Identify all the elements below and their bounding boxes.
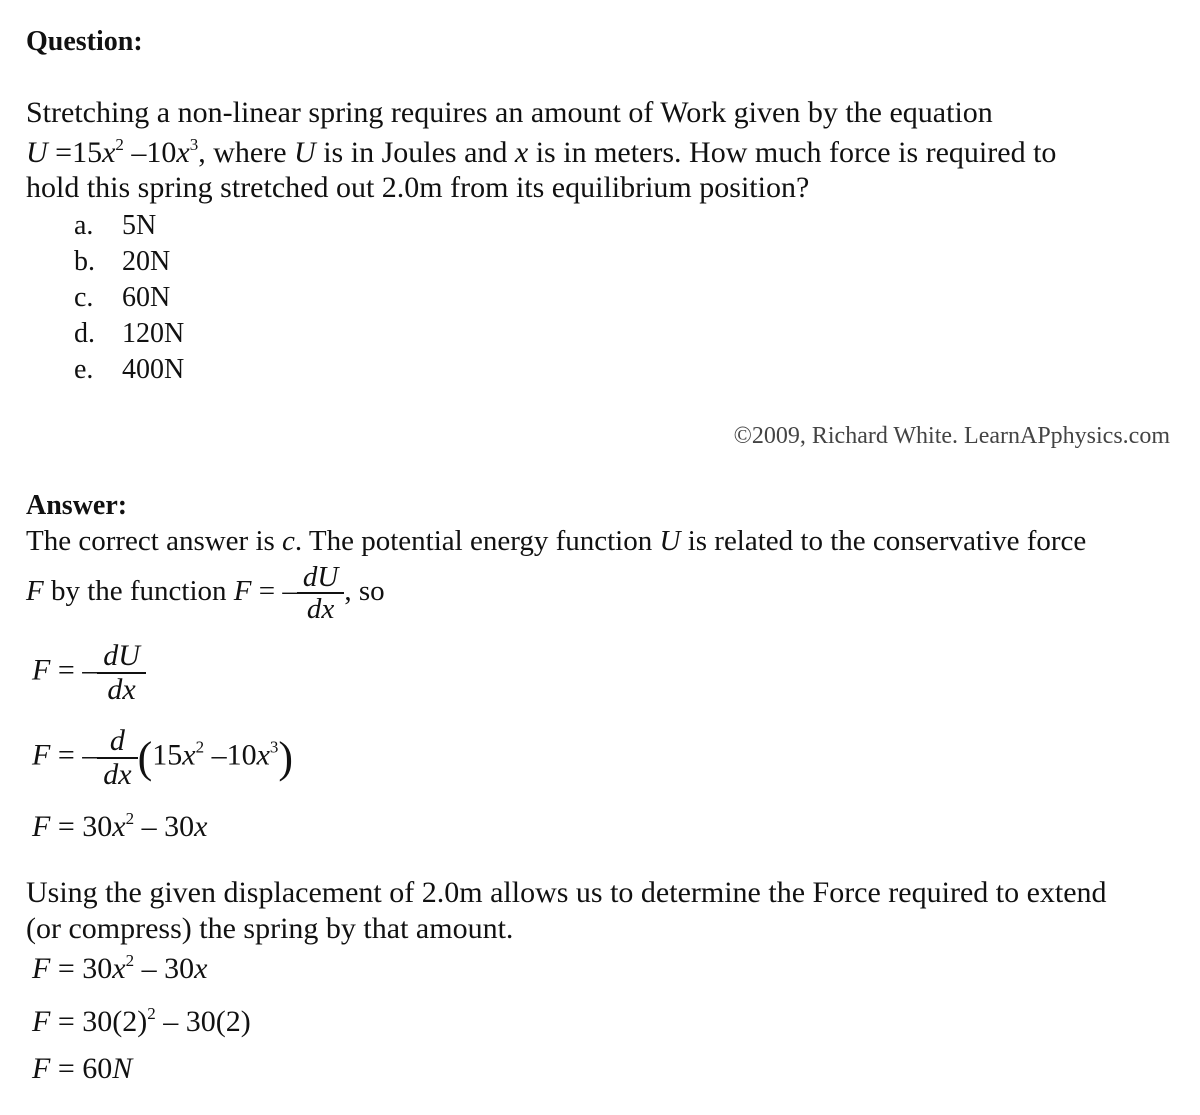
- fraction-du-dx: [297, 562, 344, 625]
- eq-text: = 30: [50, 810, 113, 843]
- question-line-2: [26, 136, 1056, 170]
- exponent: 2: [115, 135, 124, 154]
- option-b-letter: b.: [74, 246, 95, 277]
- var-u: U: [659, 525, 681, 557]
- var-f: F: [32, 1005, 51, 1038]
- question-heading: Question:: [26, 26, 143, 57]
- text: by the function: [43, 575, 234, 608]
- equation-4: [32, 952, 207, 986]
- fraction-du-dx: [97, 640, 146, 705]
- var-u: U: [294, 136, 316, 169]
- numerator: d: [109, 724, 125, 757]
- option-d-letter: d.: [74, 318, 95, 349]
- var-x: x: [182, 738, 196, 772]
- var-f: F: [233, 575, 252, 608]
- answer-paragraph-line-1: Using the given displacement of 2.0m allows us to determine the Force required to extend: [26, 876, 1107, 909]
- var-x: x: [194, 952, 208, 985]
- eq-text: – 30: [134, 810, 195, 843]
- var-x: x: [194, 810, 208, 843]
- eq-text: = –: [50, 738, 98, 772]
- var-x: x: [112, 952, 126, 985]
- exponent: 3: [269, 737, 279, 757]
- exponent: 2: [147, 1004, 156, 1023]
- fraction-d-dx: [97, 725, 137, 790]
- var-f: F: [26, 575, 44, 608]
- eq-text: = –: [251, 575, 297, 608]
- exponent: 3: [189, 135, 199, 154]
- eq-text: = 30(2): [50, 1005, 148, 1038]
- text: , where: [198, 136, 295, 169]
- eq-text: – 30(2): [155, 1005, 251, 1038]
- text: The correct answer is: [26, 525, 283, 557]
- equation-3: [32, 810, 207, 844]
- numerator: dU: [103, 639, 140, 672]
- open-paren: (: [137, 733, 153, 782]
- question-line-3: hold this spring stretched out 2.0m from its equilibrium position?: [26, 171, 810, 204]
- numerator: dU: [302, 561, 339, 593]
- answer-heading: Answer:: [26, 490, 128, 521]
- exponent: 2: [125, 809, 135, 828]
- eq-text: –10: [204, 738, 257, 772]
- exponent: 2: [195, 737, 205, 757]
- denominator: dx: [297, 592, 344, 624]
- var-u: U: [26, 136, 48, 169]
- eq-text: = –: [50, 653, 98, 687]
- eq-text: = 60: [50, 1052, 113, 1085]
- var-f: F: [32, 952, 51, 985]
- option-b-text: 20N: [122, 246, 171, 277]
- var-x: x: [102, 136, 116, 169]
- option-d-text: 120N: [122, 318, 185, 349]
- var-f: F: [32, 810, 51, 843]
- equation-1: [32, 640, 146, 705]
- eq-text: –10: [123, 136, 177, 169]
- answer-paragraph-line-2: (or compress) the spring by that amount.: [26, 912, 514, 945]
- answer-line-2: [26, 562, 385, 625]
- answer-letter: c: [282, 525, 295, 557]
- denominator: dx: [97, 672, 146, 706]
- eq-text: 15: [152, 738, 183, 772]
- var-x: x: [256, 738, 270, 772]
- question-line-1: Stretching a non-linear spring requires an amount of Work given by the equation: [26, 96, 993, 129]
- equation-5: [32, 1005, 251, 1039]
- option-e-letter: e.: [74, 354, 94, 385]
- close-paren: ): [278, 733, 294, 782]
- var-x: x: [112, 810, 126, 843]
- text: is related to the conservative force: [680, 525, 1087, 557]
- var-f: F: [32, 738, 51, 772]
- var-x: x: [514, 136, 529, 169]
- var-f: F: [32, 1052, 51, 1085]
- option-c-text: 60N: [122, 282, 171, 313]
- text: , so: [344, 575, 385, 608]
- equation-2: [32, 725, 293, 790]
- var-f: F: [32, 653, 51, 687]
- eq-text: = 30: [50, 952, 113, 985]
- text: . The potential energy function: [294, 525, 660, 557]
- option-c-letter: c.: [74, 282, 94, 313]
- equation-6: [32, 1052, 132, 1086]
- eq-text: =15: [47, 136, 103, 169]
- option-a-letter: a.: [74, 210, 94, 241]
- exponent: 2: [125, 951, 135, 970]
- text: is in Joules and: [315, 136, 515, 169]
- text: is in meters. How much force is required to: [528, 136, 1057, 169]
- answer-line-1: [26, 525, 1086, 558]
- denominator: dx: [97, 757, 137, 791]
- copyright-notice: ©2009, Richard White. LearnAPphysics.com: [733, 423, 1170, 449]
- var-x: x: [176, 136, 190, 169]
- eq-text: – 30: [134, 952, 195, 985]
- option-a-text: 5N: [122, 210, 157, 241]
- unit-n: N: [112, 1052, 133, 1085]
- option-e-text: 400N: [122, 354, 185, 385]
